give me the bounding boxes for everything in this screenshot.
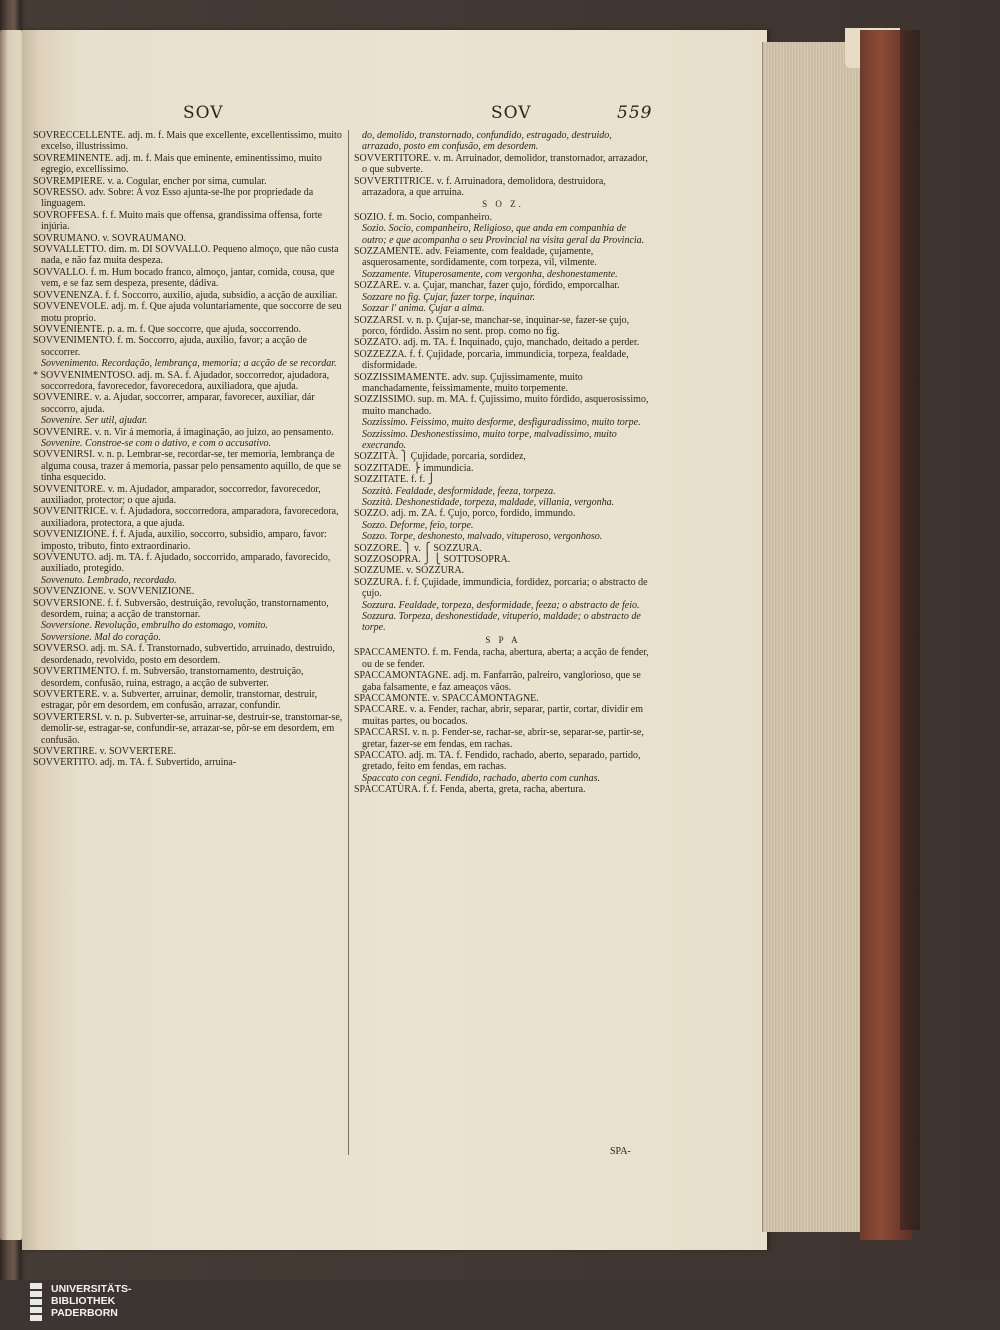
dictionary-entry: SOVVERTERE. v. a. Subverter, arruinar, demolir, transtornar, destruir, estragar, pôr em desordem, em confusão, arrazar, confundir. [33, 688, 318, 712]
dictionary-entry: SOVVENITRICE. v. f. Ajudadora, soccorredora, amparadora, favorecedora, auxiliadora, protectora, a que ajuda. [33, 506, 339, 529]
dictionary-entry: S O Z. [482, 199, 524, 210]
dictionary-entry: SOVVERSIONE. f. f. Subversão, destruição, revolução, transtornamento, desordem, ruina; a acção de transtornar. [33, 597, 329, 621]
dictionary-entry: Sozzissimo. Deshonestissimo, muito torpe, malvadissimo, muito execrando. [362, 428, 617, 451]
dictionary-entry: SOVVERTIMENTO. f. m. Subversão, transtornamento, destruição, desordem, confusão, ruina, estrago, a acção de subverter. [33, 666, 304, 689]
dictionary-entry: SOVVERTIRE. v. SOVVERTERE. [33, 745, 176, 757]
page-block-edges [762, 42, 861, 1232]
dictionary-entry: SOVVENIRSI. v. n. p. Lembrar-se, recordar-se, ter memoria, lembrança de alguma cousa, trazer á memoria, passar pelo pensamento aquillo, de que se tinha esquecido. [33, 449, 341, 484]
dictionary-entry: Sozzamente. Vituperosamente, com vergonha, deshonestamente. [362, 268, 618, 280]
dictionary-entry: SOZZUME. v. SOZZURA. [354, 565, 465, 577]
library-name-line1: UNIVERSITÄTS- [51, 1283, 132, 1295]
right-column-header: SOV [491, 103, 532, 123]
dictionary-entry: SOZIO. f. m. Socio, companheiro. [354, 211, 493, 223]
dictionary-entry: Sozzura. Fealdade, torpeza, desformidade, feeza; o abstracto de feio. [362, 599, 640, 611]
dictionary-entry: SPACCARSI. v. n. p. Fender-se, rachar-se, abrir-se, separar-se, partir-se, gretar, fazer-se em fendas, em rachas. [354, 727, 644, 750]
dictionary-entry: SOVVENIENTE. p. a. m. f. Que soccorre, que ajuda, soccorrendo. [33, 323, 301, 335]
dictionary-entry: SPACCATÙRA. f. f. Fenda, aberta, greta, racha, abertura. [354, 784, 586, 796]
dictionary-entry: Sozzità. Deshonestidade, torpeza, maldade, villania, vergonha. [362, 497, 615, 508]
dictionary-entry: SOVVENZIONE. v. SOVVENIZIONE. [33, 586, 195, 598]
library-name [51, 1283, 132, 1319]
dictionary-entry: Spaccato con cegni. Fendido, rachado, aberto com cunhas. [362, 772, 601, 784]
dictionary-entry: SPACCARE. v. a. Fender, rachar, abrir, separar, partir, cortar, dividir em muitas partes, ou bocados. [354, 704, 643, 727]
book-cover-edge [900, 30, 920, 1230]
dictionary-entry: SOZZORE. ⎫ v. ⎧ SOZZURA. [354, 542, 482, 554]
dictionary-entry: SOVVERSO. adj. m. SA. f. Transtornado, subvertido, arruinado, destruido, desordenado, revolvido, posto em desordem. [33, 643, 335, 666]
dictionary-entry: SOVVENIRE. v. n. Vir á memoria, á imaginação, ao juizo, ao pensamento. [33, 426, 334, 438]
dictionary-entry: SOVVENUTO. adj. m. TA. f. Ajudado, soccorrido, amparado, favorecido, auxiliado, protegido. [33, 552, 331, 575]
dictionary-entry: SOZZISSIMO. sup. m. MA. f. Çujissimo, muito fórdido, asquerosissimo, muito manchado. [354, 394, 649, 417]
dictionary-entry: SOZZARE. v. a. Çujar, manchar, fazer çujo, fórdido, emporcalhar. [354, 280, 620, 292]
dictionary-entry: SOVVENITORE. v. m. Ajudador, amparador, soccorredor, favorecedor, auxiliador, protector; o que ajuda. [33, 483, 321, 506]
dictionary-entry: SOVVALLETTO. dim. m. DI SOVVALLO. Pequeno almoço, que não custa nada, e não faz muita despeza. [33, 244, 339, 267]
dictionary-entry: SOVREMPIERE. v. a. Cogular, encher por sima, cumular. [33, 175, 267, 187]
dictionary-entry: Sovvenire. Constroe-se com o dativo, e com o accusativo. [41, 437, 272, 449]
dictionary-entry: SOVVERTITORE. v. m. Arruinador, demolidor, transtornador, arrazador, o que subverte. [354, 152, 648, 176]
page-number: 559 [617, 103, 653, 123]
dictionary-entry: SOZZITADE. ⎬ immundicia. [354, 462, 474, 474]
dictionary-entry: SOZZISSIMAMENTE. adv. sup. Çujissimamente, muito manchadamente, feissimamente, muito torpemente. [354, 371, 583, 394]
dictionary-entry: do, demolido, transtornado, confundido, estragado, destruido, arrazado, posto em confusão, em desordem. [362, 130, 612, 153]
dictionary-entry: SOVVENIMENTO. f. m. Soccorro, ajuda, auxilio, favor; a acção de soccorrer. [33, 335, 307, 358]
dictionary-entry: Sozzar l' anima. Çujar a alma. [362, 303, 485, 315]
dictionary-entry: SOZZEZZA. f. f. Çujidade, porcaria, immundicia, torpeza, fealdade, disformidade. [354, 348, 629, 372]
dictionary-entry: SOVVENIZIONE. f. f. Ajuda, auxilio, soccorro, subsidio, amparo, favor: imposto, tributo, finto extraordinario. [33, 529, 327, 552]
left-column-header: SOV [183, 103, 224, 123]
dictionary-entry: SOZZURA. f. f. Çujidade, immundicia, fordidez, porcaria; o abstracto de çujo. [354, 576, 648, 600]
dictionary-entry: SOVREMINENTE. adj. m. f. Mais que eminente, eminentissimo, muito egregio, excellissimo. [33, 152, 322, 176]
dictionary-entry: SOVRESSO. adv. Sobre: A voz Esso ajunta-se-lhe por propriedade da linguagem. [33, 187, 314, 210]
dictionary-entry: SPACCATO. adj. m. TA. f. Fendido, rachado, aberto, separado, partido, gretado, feito em fendas, em rachas. [354, 749, 641, 773]
library-logo-icon [30, 1283, 42, 1323]
dictionary-entry: SOZZITÀ. ⎫ Çujidade, porcaria, sordidez, [354, 451, 526, 463]
dictionary-entry: SOZZOSOPRA. ⎭ ⎩ SOTTOSOPRA. [354, 554, 511, 566]
dictionary-entry: SOZZITATE. f. f. ⎭ [354, 474, 436, 486]
dictionary-entry: SPACCAMONTAGNE. adj. m. Fanfarrão, palreiro, vanglorioso, que se gaba falsamente, e faz ameaços vãos. [354, 670, 641, 693]
dictionary-entry: * SOVVENIMENTOSO. adj. m. SA. f. Ajudador, soccorredor, ajudadora, soccorredora, favorecedor, favorecedora, auxiliadora, que ajuda. [33, 369, 330, 392]
dictionary-entry: SOVVERTITO. adj. m. TA. f. Subvertido, arruina- [33, 757, 237, 769]
dictionary-entry: Sozzo. Deforme, feio, torpe. [362, 519, 474, 531]
dictionary-entry: Sozzare no fig. Çujar, fazer torpe, inquinar. [362, 291, 535, 303]
dictionary-entry: SOVVERTERSI. v. n. p. Subverter-se, arruinar-se, destruir-se, transtornar-se, demolir-se, estragar-se, confundir-se, arrazar-se, pôr-se em desordem, em confusão. [33, 711, 343, 746]
dictionary-entry: S P A [485, 634, 521, 645]
dictionary-entry: SOVVENEVOLE. adj. m. f. Que ajuda voluntariamente, que soccorre de seu motu proprio. [33, 301, 342, 324]
dictionary-entry: Sovvenimento. Recordação, lembrança, memoria; a acção de se recordar. [41, 358, 337, 370]
dictionary-entry: SOVVERTITRICE. v. f. Arruinadora, demolidora, destruidora, arrazadora, a que arruina. [354, 175, 606, 199]
dictionary-entry: Sovvenuto. Lembrado, recordado. [41, 574, 177, 586]
dictionary-entry: SOVVENIRE. v. a. Ajudar, soccorrer, amparar, favorecer, auxiliar, dár soccorro, ajuda. [33, 392, 315, 415]
dictionary-entry: SOZZARSI. v. n. p. Çujar-se, manchar-se, inquinar-se, fazer-se çujo, porco, fórdido. Assim no sent. prop. como no fig. [354, 314, 630, 337]
dictionary-entry: SOZZAMENTE. adv. Feiamente, com fealdade, çujamente, asquerosamente, sordidamente, com torpeza, vil, vilmente. [354, 246, 597, 269]
left-column [33, 130, 345, 769]
dictionary-entry: SOVVENENZA. f. f. Soccorro, auxilio, ajuda, subsidio, a acção de auxiliar. [33, 289, 338, 301]
dictionary-entry: Sozzura. Torpeza, deshonestidade, vituperio, maldade; o abstracto de torpe. [362, 611, 641, 634]
library-name-line3: PADERBORN [51, 1307, 118, 1319]
dictionary-entry: Sovvenire. Ser util, ajudar. [41, 415, 148, 427]
dictionary-entry: Sozio. Socio, companheiro, Religioso, que anda em companhia de outro; e que acompanha o seu Provincial na visita geral da Provincia. [362, 223, 645, 246]
dictionary-entry: SPACCAMENTO. f. m. Fenda, racha, abertura, aberta; a acção de fender, ou de se fender. [354, 647, 649, 670]
dictionary-entry: SPACCAMONTE. v. SPACCAMONTAGNE. [354, 692, 539, 704]
dictionary-entry: SOVROFFESA. f. f. Muito mais que offensa, grandissima offensa, forte injúria. [33, 209, 323, 233]
dictionary-entry: Sozzità. Fealdade, desformidade, feeza, torpeza. [362, 485, 556, 497]
dictionary-entry: Sovversione. Revolução, embrulho do estomago, vomito. [41, 620, 268, 632]
dictionary-entry: SOVVALLO. f. m. Hum bocado franco, almoço, jantar, comida, cousa, que vem, e se faz sem despeza, presente, dádiva. [33, 266, 335, 290]
dictionary-entry: SOZZATO. adj. m. TA. f. Inquinado, çujo, manchado, deitado a perder. [354, 337, 640, 349]
dictionary-entry: Sovversione. Mal do coração. [41, 631, 161, 643]
dictionary-entry: Sozzo. Torpe, deshonesto, malvado, vituperoso, vergonhoso. [362, 531, 603, 543]
library-name-line2: BIBLIOTHEK [51, 1295, 116, 1307]
dictionary-entry: SOZZO. adj. m. ZA. f. Çujo, porco, fordido, immundo. [354, 508, 576, 520]
left-page-edge [0, 30, 22, 1240]
dictionary-entry: Sozzissimo. Feissimo, muito desforme, desfiguradissimo, muito torpe. [362, 417, 641, 429]
catchword: SPA- [610, 1146, 631, 1157]
column-divider [348, 130, 349, 1155]
right-column [354, 130, 652, 796]
footer-bar [0, 1280, 1000, 1330]
dictionary-entry: SOVRUMANO. v. SOVRAUMANO. [33, 232, 186, 244]
dictionary-entry: SOVRECCELLENTE. adj. m. f. Mais que excellente, excellentissimo, muito excelso, illustrissimo. [33, 130, 342, 153]
